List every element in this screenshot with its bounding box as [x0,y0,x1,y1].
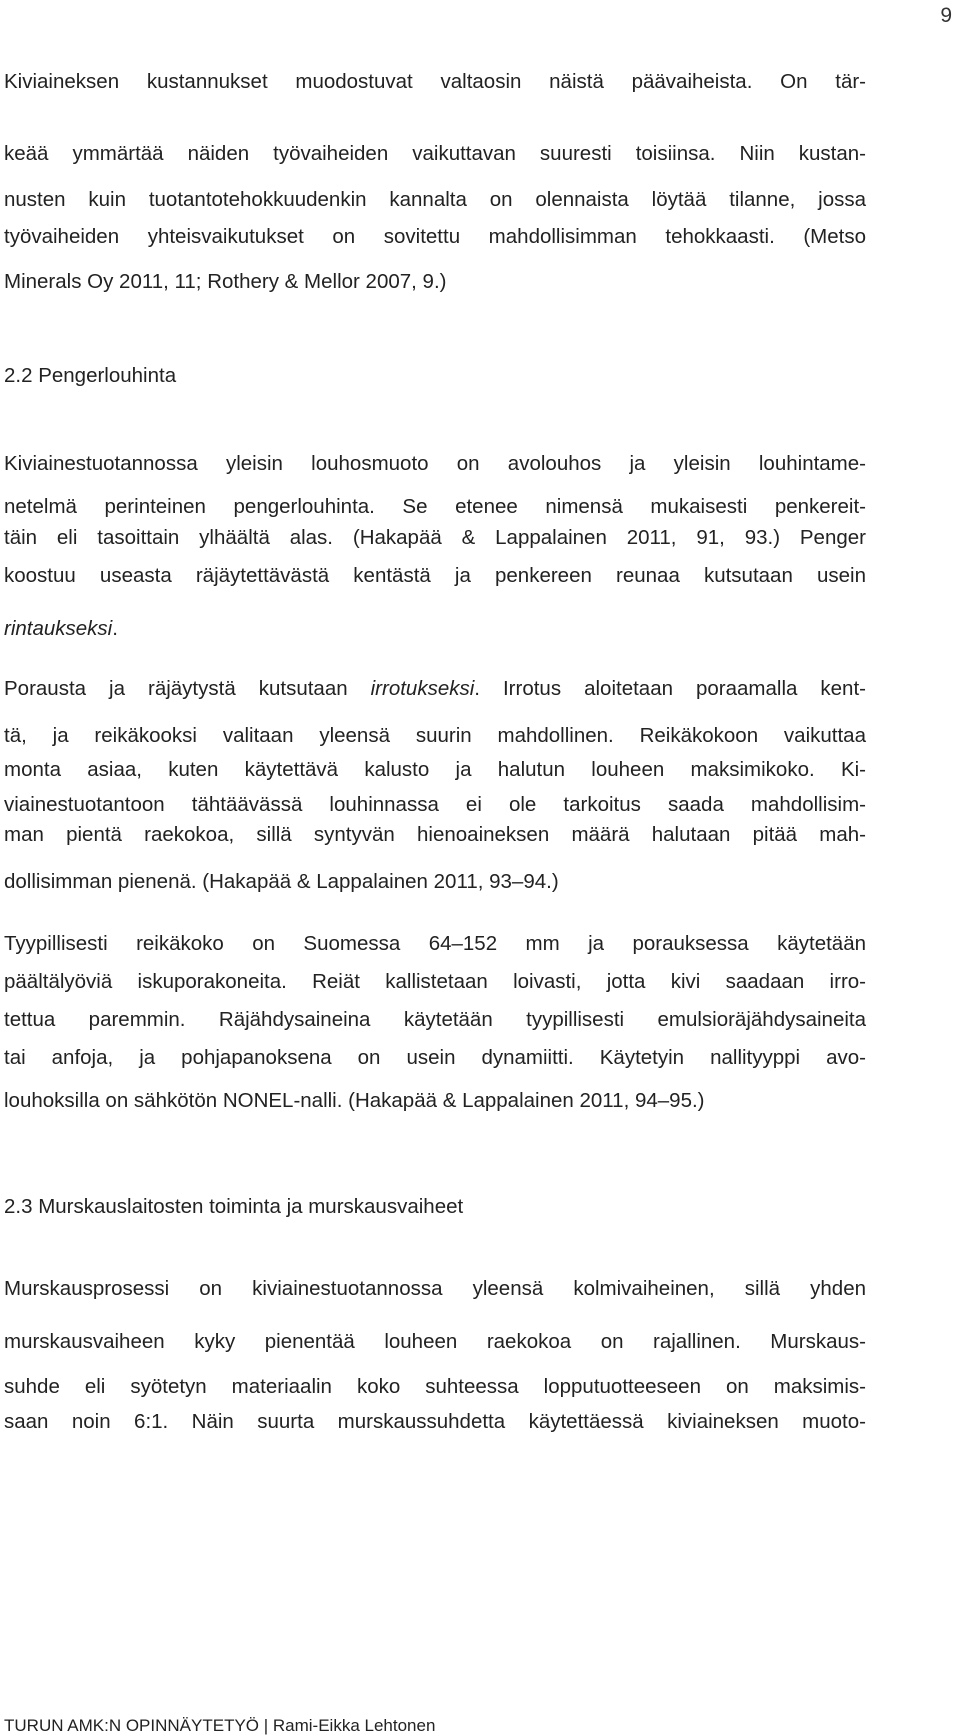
text-line: man pientä raekokoa, sillä syntyvän hienoaineksen määrä halutaan pitää mah- [4,823,866,846]
text-line: tä, ja reikäkooksi valitaan yleensä suurin mahdollinen. Reikäkokoon vaikuttaa [4,724,866,747]
text-line [4,619,118,640]
text-line: monta asiaa, kuten käytettävä kalusto ja halutun louheen maksimikoko. Ki- [4,758,866,781]
text-line: suhde eli syötetyn materiaalin koko suhteessa lopputuotteeseen on maksimis- [4,1375,866,1398]
section-heading-2-2: 2.2 Pengerlouhinta [4,364,177,387]
italic-term: irrotukseksi [370,677,475,700]
text-fragment: Porausta ja räjäytystä kutsutaan [4,677,371,700]
text-line: nusten kuin tuotantotehokkuudenkin kannalta on olennaista löytää tilanne, jossa [4,188,866,211]
text-line: tettua paremmin. Räjähdysaineina käytetään tyypillisesti emulsioräjähdysaineita [4,1008,866,1031]
text-line: koostuu useasta räjäytettävästä kentästä ja penkereen reunaa kutsutaan usein [4,564,866,587]
section-heading-2-3: 2.3 Murskauslaitosten toiminta ja murskausvaiheet [4,1195,464,1218]
text-line: Tyypillisesti reikäkoko on Suomessa 64–152 mm ja porauksessa käytetään [4,932,866,955]
text-line: Murskausprosessi on kiviainestuotannossa yleensä kolmivaiheinen, sillä yhden [4,1277,866,1300]
text-line: työvaiheiden yhteisvaikutukset on sovitettu mahdollisimman tehokkaasti. (Metso [4,225,866,248]
text-line: murskausvaiheen kyky pienentää louheen raekokoa on rajallinen. Murskaus- [4,1330,866,1353]
text-line: päältälyöviä iskuporakoneita. Reiät kallistetaan loivasti, jotta kivi saadaan irro- [4,970,866,993]
text-line: saan noin 6:1. Näin suurta murskaussuhdetta käytettäessä kiviaineksen muoto- [4,1410,866,1433]
text-line [4,679,866,700]
text-line: louhoksilla on sähkötön NONEL-nalli. (Hakapää & Lappalainen 2011, 94–95.) [4,1089,705,1112]
page-footer: TURUN AMK:N OPINNÄYTETYÖ | Rami-Eikka Lehtonen [4,1716,436,1735]
text-line: täin eli tasoittain ylhäältä alas. (Hakapää & Lappalainen 2011, 91, 93.) Penger [4,526,866,549]
italic-term: rintaukseksi [4,617,113,640]
text-line: Kiviainestuotannossa yleisin louhosmuoto on avolouhos ja yleisin louhintame- [4,452,866,475]
text-fragment: . Irrotus aloitetaan poraamalla kent- [474,677,866,700]
text-line: tai anfoja, ja pohjapanoksena on usein dynamiitti. Käytetyin nallityyppi avo- [4,1046,866,1069]
text-line: netelmä perinteinen pengerlouhinta. Se etenee nimensä mukaisesti penkereit- [4,495,866,518]
text-line: viainestuotantoon tähtäävässä louhinnassa ei ole tarkoitus saada mahdollisim- [4,793,866,816]
page-number: 9 [940,4,952,27]
text-line: Minerals Oy 2011, 11; Rothery & Mellor 2007, 9.) [4,270,447,293]
text-line: Kiviaineksen kustannukset muodostuvat valtaosin näistä päävaiheista. On tär- [4,70,866,93]
text-fragment: . [112,617,118,640]
text-line: dollisimman pienenä. (Hakapää & Lappalainen 2011, 93–94.) [4,870,559,893]
text-line: keää ymmärtää näiden työvaiheiden vaikuttavan suuresti toisiinsa. Niin kustan- [4,142,866,165]
